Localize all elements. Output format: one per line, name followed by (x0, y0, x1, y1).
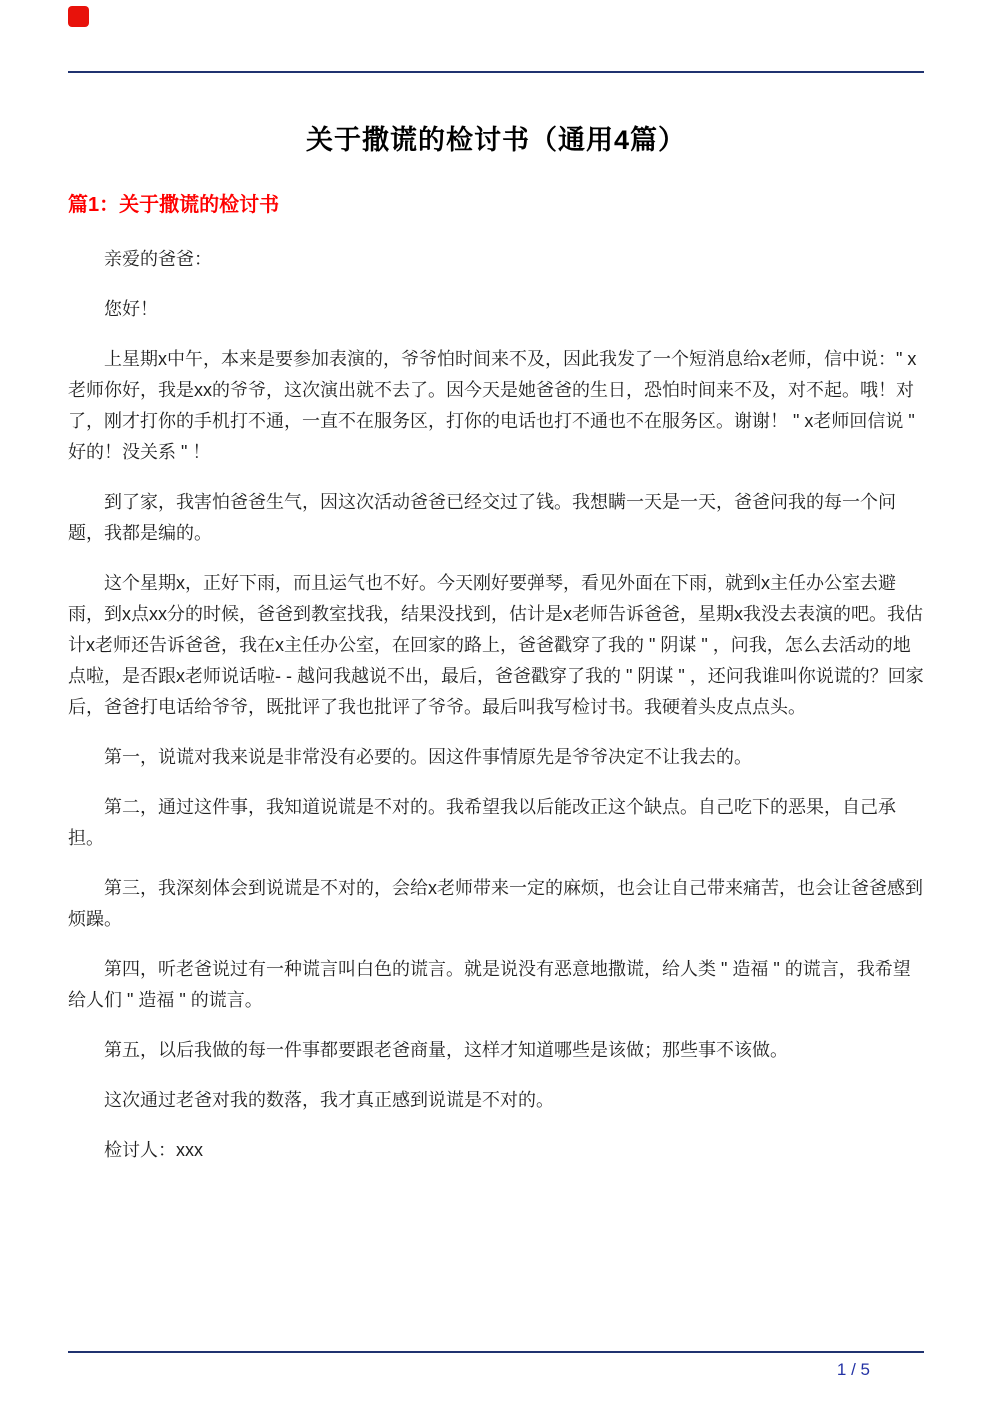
paragraph: 这次通过老爸对我的数落，我才真正感到说谎是不对的。 (104, 1090, 554, 1110)
paragraph-greeting: 您好！ (104, 299, 158, 319)
page-number: 1 / 5 (836, 1360, 870, 1379)
paragraph: 第三，我深刻体会到说谎是不对的，会给x老师带来一定的麻烦，也会让自己带来痛苦，也会让爸爸感到烦躁。 (68, 878, 923, 929)
document-body (68, 122, 924, 1185)
footer-divider (68, 1351, 924, 1353)
section-heading: 篇1：关于撒谎的检讨书 (68, 194, 280, 216)
paragraph: 这个星期x，正好下雨，而且运气也不好。今天刚好要弹琴，看见外面在下雨，就到x主任办公室去避雨，到x点xx分的时候，爸爸到教室找我，结果没找到，估计是x老师告诉爸爸，星期x我没去表演的吧。我估计x老师还告诉爸爸，我在x主任办公室，在回家的路上，爸爸戳穿了我的 " 阴谋 " ，问我，怎么去活动的地点啦，是否跟x老师说话啦- - 越问我越说不出，最后，爸爸戳穿了我的 " 阴谋 " ，还问我谁叫你说谎的？回家后，爸爸打电话给爷爷，既批评了我也批评了爷爷。最后叫我写检讨书。我硬着头皮点点头。 (68, 573, 924, 717)
paragraph: 上星期x中午，本来是要参加表演的，爷爷怕时间来不及，因此我发了一个短消息给x老师，信中说：" x老师你好，我是xx的爷爷，这次演出就不去了。因今天是她爸爸的生日，恐怕时间来不及，对不起。哦！对了，刚才打你的手机打不通，一直不在服务区，打你的电话也打不通也不在服务区。谢谢！ " x老师回信说 " 好的！没关系 " ！ (68, 349, 917, 462)
paragraph: 第五，以后我做的每一件事都要跟老爸商量，这样才知道哪些是该做；那些事不该做。 (104, 1040, 788, 1060)
paragraph: 第四，听老爸说过有一种谎言叫白色的谎言。就是说没有恶意地撒谎，给人类 " 造福 " 的谎言，我希望给人们 " 造福 " 的谎言。 (68, 959, 911, 1010)
paragraph-signature: 检讨人：xxx (104, 1140, 203, 1160)
paragraph-salutation: 亲爱的爸爸： (104, 249, 212, 269)
header-divider (68, 71, 924, 73)
site-logo-icon (68, 6, 89, 27)
paragraph: 到了家，我害怕爸爸生气，因这次活动爸爸已经交过了钱。我想瞒一天是一天，爸爸问我的每一个问题，我都是编的。 (68, 492, 896, 543)
paragraph: 第一，说谎对我来说是非常没有必要的。因这件事情原先是爷爷决定不让我去的。 (104, 747, 752, 767)
paragraph: 第二，通过这件事，我知道说谎是不对的。我希望我以后能改正这个缺点。自己吃下的恶果，自己承担。 (68, 797, 896, 848)
document-title: 关于撒谎的检讨书（通用4篇） (305, 125, 686, 155)
